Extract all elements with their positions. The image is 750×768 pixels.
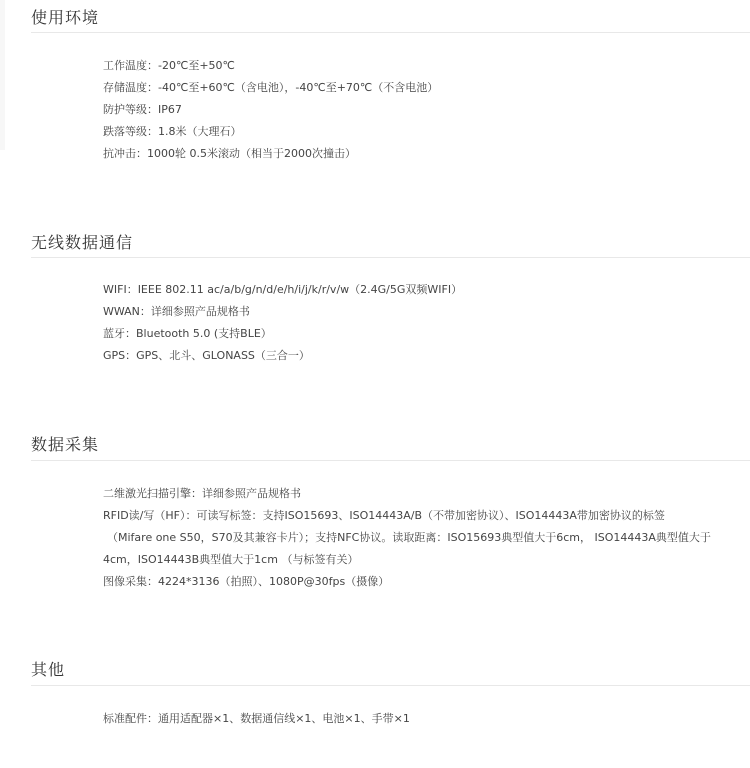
spec-line: 图像采集：4224*3136（拍照）、1080P@30fps（摄像） [103,575,390,588]
spec-line: （Mifare one S50，S70及其兼容卡片）；支持NFC协议。读取距离：ISO15693典型值大于6cm， ISO14443A典型值大于 [107,531,711,544]
spec-line: GPS：GPS、北斗、GLONASS（三合一） [103,349,310,362]
spec-line: RFID读/写（HF）：可读写标签：支持ISO15693、ISO14443A/B（不带加密协议）、ISO14443A带加密协议的标签 [103,509,665,522]
spec-line: 存储温度：-40℃至+60℃（含电池），-40℃至+70℃（不含电池） [103,81,439,94]
section-title: 使用环境 [31,8,100,27]
section-title: 其他 [31,660,66,679]
section-divider [31,685,750,686]
spec-list [103,483,711,593]
section-title: 数据采集 [31,435,100,454]
spec-line: 标准配件：通用适配器×1、数据通信线×1、电池×1、手带×1 [103,712,410,725]
spec-line: WIFI：IEEE 802.11 ac/a/b/g/n/d/e/h/i/j/k/r/v/w（2.4G/5G双频WIFI） [103,283,463,296]
spec-line: 跌落等级：1.8米（大理石） [103,125,242,138]
spec-line: 二维激光扫描引擎：详细参照产品规格书 [103,487,301,500]
section-title: 无线数据通信 [31,233,134,252]
spec-line: WWAN：详细参照产品规格书 [103,305,250,318]
spec-line: 工作温度：-20℃至+50℃ [103,59,235,72]
left-edge-shade [0,0,5,150]
spec-line: 抗冲击：1000轮 0.5米滚动（相当于2000次撞击） [103,147,356,160]
spec-list [103,708,410,730]
section-divider [31,460,750,461]
section-divider [31,32,750,33]
spec-list [103,55,438,165]
spec-line: 蓝牙：Bluetooth 5.0 (支持BLE） [103,327,272,340]
spec-line: 防护等级：IP67 [103,103,182,116]
spec-list [103,279,462,367]
spec-line: 4cm，ISO14443B典型值大于1cm （与标签有关） [103,553,359,566]
page-bottom-band [0,742,750,768]
section-divider [31,257,750,258]
